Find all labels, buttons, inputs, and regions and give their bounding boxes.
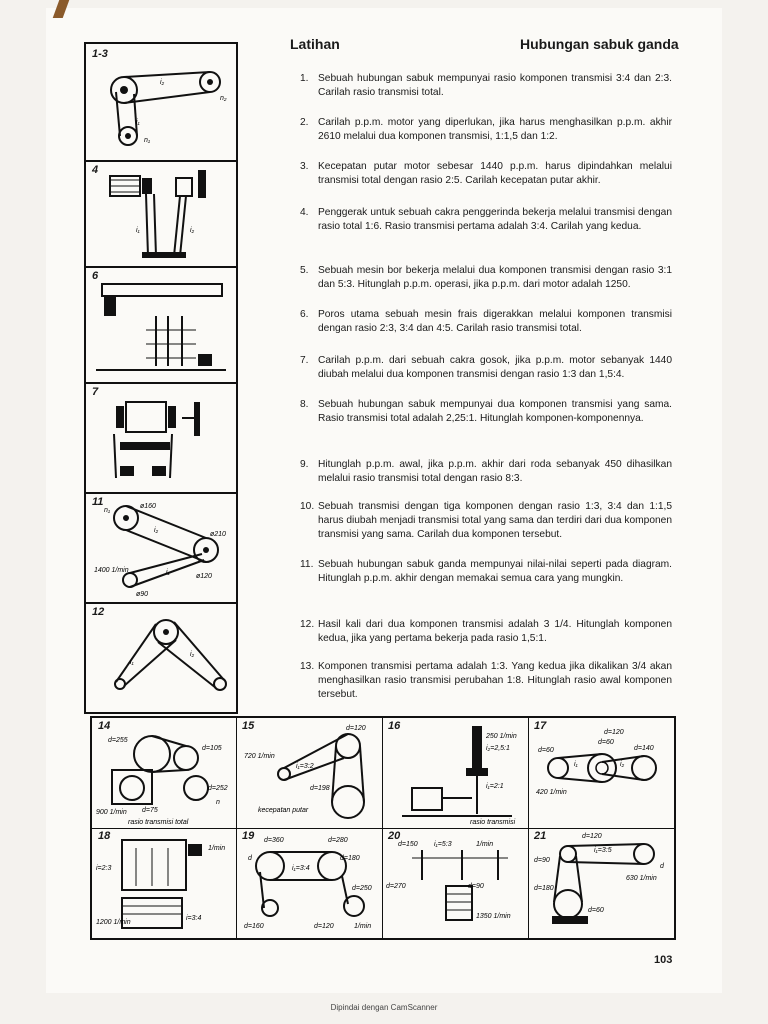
note: i₁ — [136, 119, 140, 126]
svg-text:d=180: d=180 — [534, 885, 554, 892]
note: ø90 — [136, 591, 149, 598]
figure-label: 4 — [92, 164, 99, 176]
svg-text:d=252: d=252 — [208, 785, 228, 792]
note: i₂ — [160, 79, 165, 86]
figure-label: 14 — [98, 720, 111, 732]
svg-text:1/min: 1/min — [208, 845, 226, 852]
svg-text:d: d — [660, 863, 664, 870]
figure-label: 18 — [98, 830, 111, 842]
figure-16 — [382, 718, 529, 829]
svg-text:d=255: d=255 — [108, 737, 128, 744]
svg-text:d=90: d=90 — [534, 857, 550, 864]
svg-text:1350 1/min: 1350 1/min — [476, 913, 511, 920]
svg-text:i₁: i₁ — [574, 761, 578, 768]
figure-label: 1-3 — [92, 48, 108, 60]
svg-text:d=280: d=280 — [328, 837, 348, 844]
svg-text:d=60: d=60 — [538, 747, 554, 754]
note: i₁ — [130, 659, 134, 666]
figure-20 — [382, 828, 529, 938]
svg-text:d=75: d=75 — [142, 807, 158, 814]
figure-label: 7 — [92, 386, 99, 398]
svg-text:i₂: i₂ — [620, 761, 625, 768]
svg-text:d=160: d=160 — [244, 923, 264, 930]
milling-machine-diagram — [86, 266, 236, 382]
svg-text:1200 1/min: 1200 1/min — [96, 919, 131, 926]
svg-text:i=3:4: i=3:4 — [186, 915, 202, 922]
figure-label: 16 — [388, 720, 401, 732]
svg-text:rasio transmisi: rasio transmisi — [470, 819, 516, 826]
left-figure-column — [84, 42, 238, 714]
grinding-wheel-diagram — [86, 382, 236, 492]
svg-text:i₁=5:3: i₁=5:3 — [434, 841, 452, 848]
svg-text:d=360: d=360 — [264, 837, 284, 844]
svg-text:d=90: d=90 — [468, 883, 484, 890]
svg-text:i₁=3:4: i₁=3:4 — [292, 865, 310, 872]
svg-text:i₁=3:5: i₁=3:5 — [594, 847, 612, 854]
note: n₁ — [144, 137, 151, 144]
double-belt-diagram-12 — [86, 602, 236, 712]
svg-text:d=180: d=180 — [340, 855, 360, 862]
svg-text:d=150: d=150 — [398, 841, 418, 848]
svg-text:d=120: d=120 — [314, 923, 334, 930]
svg-text:d=60: d=60 — [598, 739, 614, 746]
motor-belt-diagram-14 — [92, 718, 236, 828]
figure-label: 20 — [388, 830, 401, 842]
svg-text:i₂=2,5:1: i₂=2,5:1 — [486, 745, 510, 752]
svg-text:d=250: d=250 — [352, 885, 372, 892]
figure-7 — [86, 382, 236, 494]
svg-text:d=105: d=105 — [202, 745, 222, 752]
figure-4 — [86, 160, 236, 268]
figure-18 — [92, 828, 237, 938]
grinder-drive-diagram — [86, 160, 236, 266]
figure-17 — [528, 718, 674, 829]
belt-diagram-19 — [236, 828, 382, 938]
figure-11 — [86, 492, 236, 604]
svg-text:i=2:3: i=2:3 — [96, 865, 112, 872]
scanner-watermark: Dipindai dengan CamScanner — [330, 1003, 438, 1012]
figure-14 — [92, 718, 237, 829]
svg-text:d=120: d=120 — [346, 725, 366, 732]
figure-19 — [236, 828, 383, 938]
figure-15 — [236, 718, 383, 829]
page-number: 103 — [654, 954, 673, 966]
svg-text:250 1/min: 250 1/min — [486, 733, 517, 740]
figure-6 — [86, 266, 236, 384]
bottom-figure-grid — [90, 716, 676, 940]
figure-label: 17 — [534, 720, 547, 732]
note: ø210 — [210, 531, 226, 538]
belt-diagram-1-3 — [86, 44, 236, 160]
header-title-right: Hubungan sabuk ganda — [520, 36, 679, 52]
svg-text:1/min: 1/min — [476, 841, 494, 848]
figure-1-3 — [86, 44, 236, 162]
figure-label: 6 — [92, 270, 99, 282]
note: ø120 — [196, 573, 212, 580]
svg-text:630 1/min: 630 1/min — [626, 875, 657, 882]
note: i₂ — [190, 227, 195, 234]
note: n₁ — [104, 507, 111, 514]
note: i₁ — [136, 227, 140, 234]
svg-text:i₁=3:2: i₁=3:2 — [296, 763, 314, 770]
note: i₂ — [190, 651, 195, 658]
lathe-drive-diagram-18 — [92, 828, 236, 938]
note: 1400 1/min — [94, 567, 129, 574]
svg-text:rasio transmisi total: rasio transmisi total — [128, 819, 189, 826]
belt-diagram-21 — [528, 828, 674, 938]
figure-label: 15 — [242, 720, 255, 732]
drill-drive-diagram-16 — [382, 718, 528, 828]
note: i₂ — [154, 527, 159, 534]
note: i₁ — [166, 569, 170, 576]
figure-label: 11 — [92, 496, 104, 508]
svg-text:i₁=2:1: i₁=2:1 — [486, 783, 504, 790]
figure-label: 19 — [242, 830, 255, 842]
figure-12 — [86, 602, 236, 712]
svg-text:d=270: d=270 — [386, 883, 406, 890]
header-title-left: Latihan — [290, 36, 340, 52]
svg-text:1/min: 1/min — [354, 923, 372, 930]
svg-text:900 1/min: 900 1/min — [96, 809, 127, 816]
figure-21 — [528, 828, 674, 938]
note: n₂ — [220, 95, 227, 102]
double-belt-diagram-11 — [86, 492, 236, 602]
belt-diagram-20 — [382, 828, 528, 938]
figure-label: 12 — [92, 606, 105, 618]
svg-text:d=120: d=120 — [604, 729, 624, 736]
figure-label: 21 — [534, 830, 547, 842]
svg-text:d=198: d=198 — [310, 785, 330, 792]
belt-diagram-17 — [528, 718, 674, 828]
note: ø160 — [140, 503, 156, 510]
svg-text:d=60: d=60 — [588, 907, 604, 914]
svg-text:d=140: d=140 — [634, 745, 654, 752]
svg-text:420 1/min: 420 1/min — [536, 789, 567, 796]
svg-text:n: n — [216, 799, 220, 806]
belt-diagram-15 — [236, 718, 382, 828]
svg-text:d: d — [248, 855, 252, 862]
svg-text:720 1/min: 720 1/min — [244, 753, 275, 760]
svg-text:kecepatan putar: kecepatan putar — [258, 807, 309, 814]
svg-text:d=120: d=120 — [582, 833, 602, 840]
